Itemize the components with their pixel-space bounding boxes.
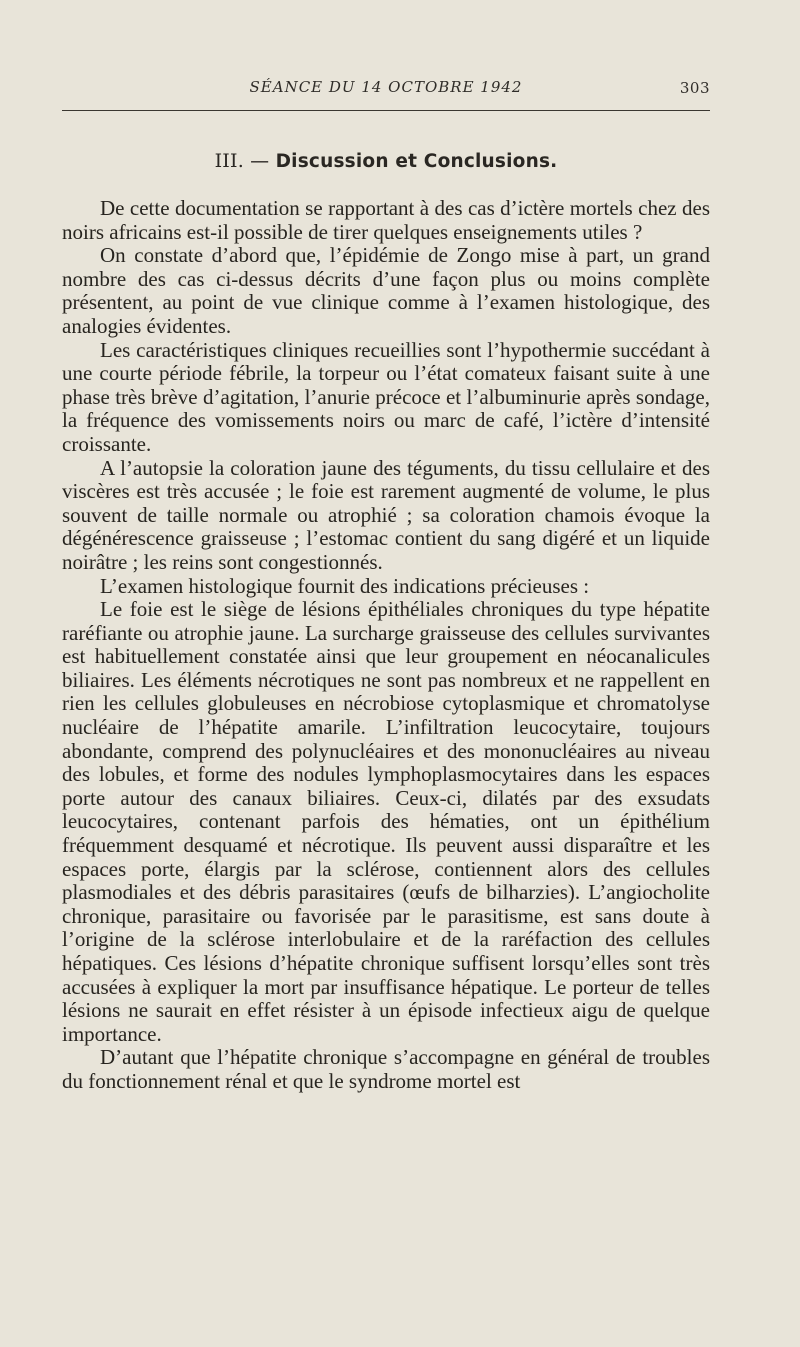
page-header — [62, 78, 710, 108]
header-rule — [62, 110, 710, 111]
page-number: 303 — [679, 79, 710, 97]
section-dash: — — [243, 150, 276, 172]
section-title: Discussion et Conclusions. — [275, 151, 558, 172]
running-title: SÉANCE DU 14 OCTOBRE 1942 — [249, 78, 523, 96]
paragraph-question: De cette documentation se rapportant à des cas d’ictère mortels chez des noirs africains est-il possible de tirer quelques enseignements utiles ? — [62, 196, 710, 244]
paragraph-renal: D’autant que l’hépatite chronique s’accompagne en général de troubles du fonctionnement rénal et que le syndrome mortel est — [62, 1045, 710, 1093]
paragraph-clinical-features: Les caractéristiques cliniques recueillies sont l’hypothermie succédant à une courte période fébrile, la torpeur ou l’état comateux faisant suite à une phase très brève d’agitation, l’anurie précoce et l’albuminurie après sondage, la fréquence des vomissements noirs ou marc de café, l’ictère d’intensité croissante. — [62, 337, 710, 456]
paragraph-histology-intro: L’examen histologique fournit des indications précieuses : — [100, 573, 590, 598]
section-number: III. — [214, 150, 244, 172]
paragraph-autopsy: A l’autopsie la coloration jaune des téguments, du tissu cellulaire et des viscères est très accusée ; le foie est rarement augmenté de volume, le plus souvent de taille normale ou atrophié ; sa coloration chamois évoque la dégénérescence graisseuse ; l’estomac contient du sang digéré et un liquide noirâtre ; les reins sont congestionnés. — [62, 455, 710, 574]
section-heading — [62, 150, 710, 172]
paragraph-liver-lesions: Le foie est le siège de lésions épithéliales chroniques du type hépatite raréfiante ou atrophie jaune. La surcharge graisseuse des cellules survivantes est habituellement constatée ainsi que leur groupement en néocanalicules biliaires. Les éléments nécrotiques ne sont pas nombreux et ne rappellent en rien les cellules globuleuses en nécrobiose cytoplasmique et chromatolyse nucléaire de l’hépatite amarile. L’infiltration leucocytaire, toujours abondante, comprend des polynucléaires et des mononucléaires au niveau des lobules, et forme des nodules lymphoplasmocytaires dans les espaces porte autour des canaux biliaires. Ceux-ci, dilatés par des exsudats leucocytaires, contenant parfois des hématies, ont un épithélium fréquemment desquamé et nécrotique. Ils peuvent aussi disparaître et les espaces porte, élargis par la sclérose, contiennent alors des cellules plasmodiales et des débris parasitaires (œufs de bilharzies). L’angiocholite chronique, parasitaire ou favorisée par le parasitisme, est sans doute à l’origine de la sclérose interlobulaire et de la raréfaction des cellules hépatiques. Ces lésions d’hépatite chronique suffisent lorsqu’elles sont très accusées à expliquer la mort par insuffisance hépatique. Le porteur de telles lésions ne saurait en effet résister à un épisode infectieux aigu de quelque importance. — [62, 597, 710, 1046]
paragraph-analogies: On constate d’abord que, l’épidémie de Zongo mise à part, un grand nombre des cas ci-dessus décrits d’une façon plus ou moins complète présentent, au point de vue clinique comme à l’examen histologique, des analogies évidentes. — [62, 243, 710, 338]
body-text — [62, 197, 710, 1094]
